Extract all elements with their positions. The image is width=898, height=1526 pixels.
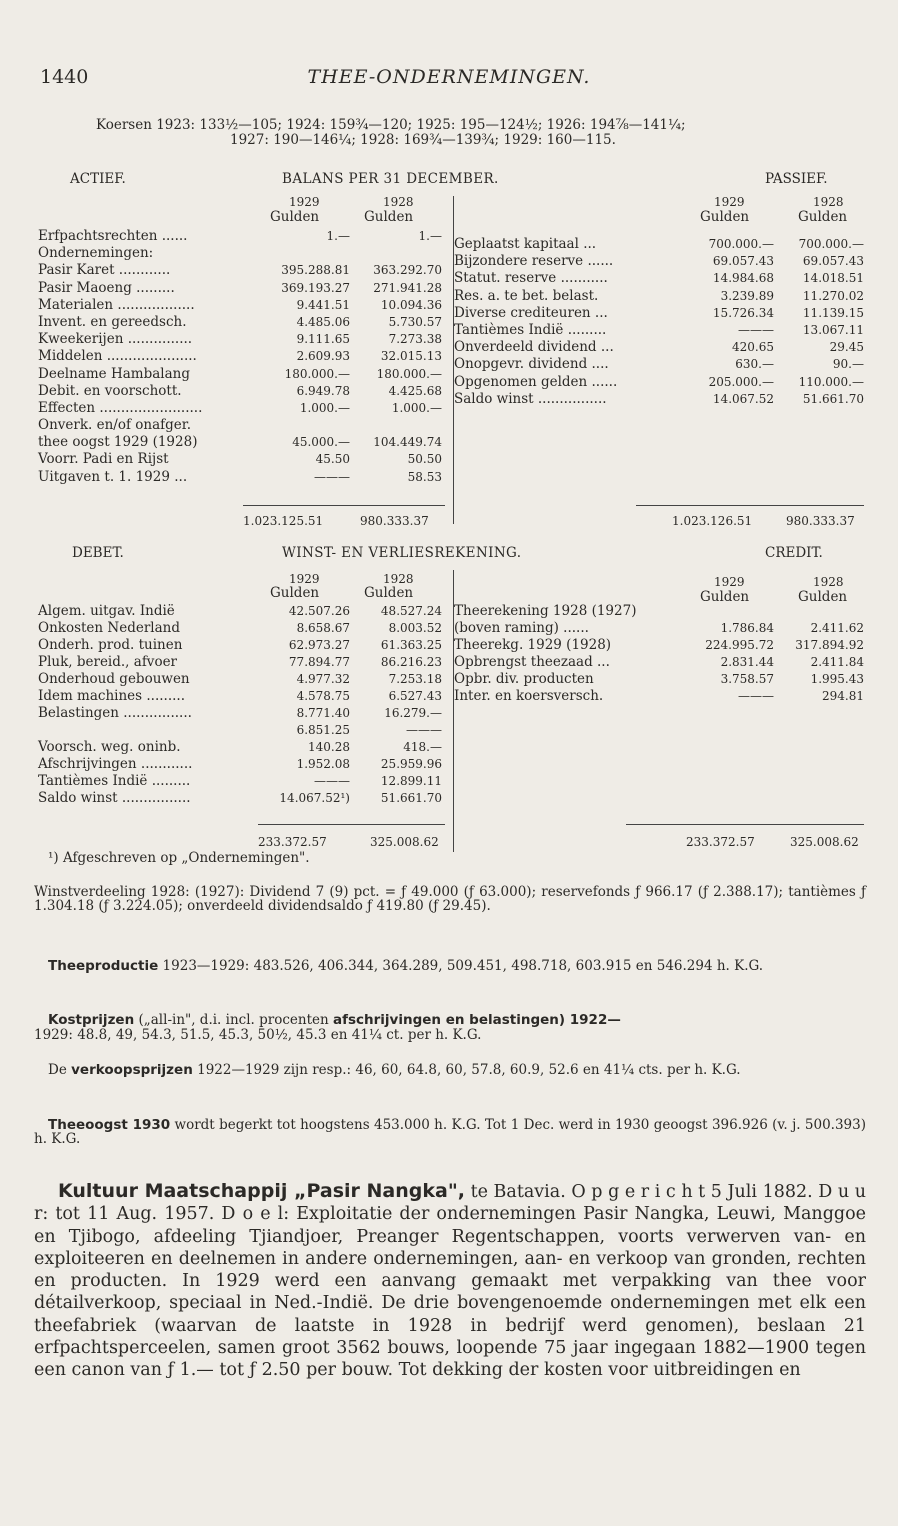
value-1929: 4.485.06 bbox=[296, 314, 350, 329]
table-row bbox=[38, 707, 442, 724]
row-label: Onderh. prod. tuinen bbox=[38, 637, 183, 653]
row-label: Pasir Karet ............ bbox=[38, 262, 171, 279]
row-label: Erfpachtsrechten ...... bbox=[38, 228, 188, 244]
theeoogst-text: wordt begerkt tot hoogstens 453.000 h. K.G. Tot 1 Dec. werd in 1930 geoogst 396.926 (v. j. 500.393) h. K.G. bbox=[34, 1117, 866, 1148]
balans-unit-right-2: Gulden bbox=[798, 209, 848, 225]
verkoopsprijzen-paragraph bbox=[34, 1063, 866, 1077]
value-1928: 2.411.62 bbox=[810, 621, 864, 635]
winst-total-rule-right bbox=[626, 824, 864, 825]
passief-table bbox=[454, 238, 864, 410]
value-1929: 8.658.67 bbox=[296, 621, 350, 635]
winst-total-rule-left bbox=[258, 824, 445, 825]
row-label: Diverse crediteuren ... bbox=[454, 304, 608, 321]
value-1928: 317.894.92 bbox=[795, 638, 864, 652]
row-label: Deelname Hambalang bbox=[38, 365, 190, 382]
balans-unit-left-1: Gulden bbox=[270, 209, 320, 225]
balans-divider bbox=[453, 196, 454, 524]
value-1928: 7.273.38 bbox=[388, 332, 442, 347]
value-1928: 7.253.18 bbox=[388, 672, 442, 686]
kostprijzen-label: Kostprijzen bbox=[48, 1012, 135, 1028]
winst-divider bbox=[453, 570, 454, 852]
value-1929: 45.50 bbox=[315, 452, 350, 467]
passief-heading: PASSIEF. bbox=[765, 171, 828, 187]
value-1929: 6.851.25 bbox=[296, 723, 350, 737]
value-1929: 14.984.68 bbox=[712, 271, 774, 286]
company-name: Kultuur Maatschappij „Pasir Nangka", bbox=[58, 1180, 465, 1202]
value-1929: ——— bbox=[738, 689, 774, 703]
value-1929: 8.771.40 bbox=[296, 706, 350, 720]
table-row bbox=[38, 471, 442, 488]
value-1929: 69.057.43 bbox=[712, 254, 774, 269]
value-1928: ——— bbox=[406, 723, 442, 737]
balans-total-left-1928: 980.333.37 bbox=[360, 514, 429, 528]
row-label: Onverdeeld dividend ... bbox=[454, 339, 614, 356]
value-1929: 62.973.27 bbox=[288, 638, 350, 652]
value-1928 bbox=[350, 247, 442, 264]
koersen-line-1: Koersen 1923: 133½—105; 1924: 159¾—120; 1925: 195—124½; 1926: 194⅞—141¼; bbox=[96, 117, 686, 133]
value-1928: 110.000.— bbox=[798, 374, 864, 389]
row-label: Saldo winst ................ bbox=[454, 390, 607, 407]
value-1929: 9.111.65 bbox=[296, 332, 350, 347]
debet-table bbox=[38, 605, 442, 809]
row-label: Belastingen ................ bbox=[38, 705, 192, 721]
row-label: Geplaatst kapitaal ... bbox=[454, 236, 597, 252]
running-title: THEE-ONDERNEMINGEN. bbox=[307, 66, 591, 88]
value-1929: 1.— bbox=[326, 229, 350, 243]
value-1929: 180.000.— bbox=[284, 366, 350, 381]
verkoop-label: verkoopsprijzen bbox=[71, 1062, 193, 1078]
winst-unit-left-2: Gulden bbox=[364, 585, 414, 601]
balans-total-right-1929: 1.023.126.51 bbox=[672, 514, 753, 528]
row-label: Idem machines ......... bbox=[38, 688, 186, 704]
value-1929: 630.— bbox=[735, 357, 774, 372]
balans-unit-left-2: Gulden bbox=[364, 209, 414, 225]
value-1928: 4.425.68 bbox=[388, 383, 442, 398]
balans-unit-right-1: Gulden bbox=[700, 209, 750, 225]
value-1928: 363.292.70 bbox=[373, 263, 442, 278]
value-1929: 4.578.75 bbox=[296, 689, 350, 703]
kostprijzen-bold: afschrijvingen en belastingen) 1922— bbox=[333, 1012, 621, 1028]
winst-year-1928-left: 1928 bbox=[383, 572, 414, 586]
value-1929: 205.000.— bbox=[708, 374, 774, 389]
value-1928: 700.000.— bbox=[798, 237, 864, 251]
actief-heading: ACTIEF. bbox=[70, 171, 126, 187]
table-row bbox=[38, 264, 442, 281]
winst-total-left-1929: 233.372.57 bbox=[258, 835, 327, 849]
row-label: Bijzondere reserve ...... bbox=[454, 253, 614, 270]
credit-heading: CREDIT. bbox=[765, 545, 823, 561]
value-1928: 90.— bbox=[832, 357, 864, 372]
value-1928: 1.— bbox=[418, 229, 442, 243]
row-label: Pasir Maoeng ......... bbox=[38, 279, 175, 296]
value-1928: 6.527.43 bbox=[388, 689, 442, 703]
page-number: 1440 bbox=[40, 66, 89, 88]
row-label: Tantièmes Indië ......... bbox=[454, 321, 607, 338]
value-1928: 5.730.57 bbox=[388, 314, 442, 329]
value-1928 bbox=[350, 419, 442, 436]
row-label: Materialen .................. bbox=[38, 296, 195, 313]
row-label: Opbr. div. producten bbox=[454, 671, 594, 687]
debet-heading: DEBET. bbox=[72, 545, 124, 561]
table-row bbox=[454, 393, 864, 410]
value-1929: 395.288.81 bbox=[281, 263, 350, 278]
value-1929: 140.28 bbox=[308, 740, 350, 754]
row-label: Res. a. te bet. belast. bbox=[454, 287, 599, 304]
theeproductie-paragraph bbox=[34, 959, 866, 973]
value-1929: 42.507.26 bbox=[288, 604, 350, 618]
theeoogst-paragraph bbox=[34, 1118, 866, 1147]
value-1929: 3.239.89 bbox=[720, 288, 774, 303]
row-label: Uitgaven t. 1. 1929 ... bbox=[38, 468, 188, 485]
row-label: Invent. en gereedsch. bbox=[38, 313, 187, 330]
verkoop-pre: De bbox=[48, 1062, 67, 1078]
winst-year-1928-right: 1928 bbox=[813, 575, 844, 589]
table-row bbox=[38, 792, 442, 809]
verkoop-text: 1922—1929 zijn resp.: 46, 60, 64.8, 60, 57.8, 60.9, 52.6 en 41¼ cts. per h. K.G. bbox=[197, 1062, 741, 1078]
theeoogst-label: Theeoogst 1930 bbox=[48, 1117, 171, 1133]
koersen-line-2: 1927: 190—146¼; 1928: 169¾—139¾; 1929: 160—115. bbox=[230, 132, 616, 148]
row-label: Algem. uitgav. Indië bbox=[38, 603, 175, 619]
value-1929: 15.726.34 bbox=[712, 305, 774, 320]
value-1929: 14.067.52¹) bbox=[279, 791, 350, 805]
value-1928: 29.45 bbox=[829, 340, 864, 355]
value-1928: 50.50 bbox=[407, 452, 442, 467]
value-1929: 700.000.— bbox=[708, 237, 774, 251]
winstverdeeling-paragraph: Winstverdeeling 1928: (1927): Dividend 7 (9) pct. = ƒ 49.000 (ƒ 63.000); reservefonds ƒ 966.17 (ƒ 2.388.17); tantièmes ƒ 1.304.18 (ƒ 3.224.05); onverdeeld dividendsaldo ƒ 419.80 (ƒ 29.45). bbox=[34, 884, 866, 915]
value-1929: 4.977.32 bbox=[296, 672, 350, 686]
balans-total-right-1928: 980.333.37 bbox=[786, 514, 855, 528]
winst-total-right-1928: 325.008.62 bbox=[790, 835, 859, 849]
value-1928: 1.000.— bbox=[391, 400, 442, 415]
kostprijzen-mid: („all-in", d.i. incl. procenten bbox=[138, 1012, 329, 1028]
value-1928: 86.216.23 bbox=[380, 655, 442, 669]
winst-footnote: ¹) Afgeschreven op „Ondernemingen". bbox=[48, 850, 310, 866]
value-1928: 51.661.70 bbox=[802, 391, 864, 406]
kostprijzen-line-2: 1929: 48.8, 49, 54.3, 51.5, 45.3, 50½, 45.3 en 41¼ ct. per h. K.G. bbox=[34, 1027, 482, 1043]
value-1929: ——— bbox=[738, 322, 774, 337]
value-1928: 14.018.51 bbox=[802, 271, 864, 286]
table-row bbox=[38, 350, 442, 367]
row-label: Afschrijvingen ............ bbox=[38, 756, 193, 772]
winst-unit-right-2: Gulden bbox=[798, 589, 848, 605]
value-1928: 48.527.24 bbox=[380, 604, 442, 618]
value-1928: 10.094.36 bbox=[380, 297, 442, 312]
row-label: Ondernemingen: bbox=[38, 245, 154, 262]
value-1929: 1.000.— bbox=[299, 400, 350, 415]
value-1929: 2.609.93 bbox=[296, 349, 350, 364]
value-1928: 2.411.84 bbox=[810, 655, 864, 669]
row-label: Theerekg. 1929 (1928) bbox=[454, 637, 612, 653]
balans-year-1929-right: 1929 bbox=[714, 195, 745, 209]
winst-total-left-1928: 325.008.62 bbox=[370, 835, 439, 849]
row-label: Tantièmes Indië ......... bbox=[38, 773, 191, 789]
value-1929: 6.949.78 bbox=[296, 383, 350, 398]
balans-year-1928-left: 1928 bbox=[383, 195, 414, 209]
value-1928 bbox=[774, 605, 864, 622]
value-1928: 51.661.70 bbox=[380, 791, 442, 805]
table-row bbox=[454, 690, 864, 707]
value-1928: 25.959.96 bbox=[380, 757, 442, 771]
balans-year-1928-right: 1928 bbox=[813, 195, 844, 209]
value-1929: 9.441.51 bbox=[296, 297, 350, 312]
row-label: Kweekerijen ............... bbox=[38, 331, 193, 348]
value-1928: 180.000.— bbox=[376, 366, 442, 381]
value-1929: 369.193.27 bbox=[281, 280, 350, 295]
value-1928: 104.449.74 bbox=[373, 435, 442, 450]
value-1929: 420.65 bbox=[732, 340, 774, 355]
winst-unit-right-1: Gulden bbox=[700, 589, 750, 605]
value-1929 bbox=[252, 419, 350, 436]
row-label: Opbrengst theezaad ... bbox=[454, 654, 610, 670]
value-1928: 294.81 bbox=[822, 689, 864, 703]
value-1929 bbox=[682, 605, 774, 622]
value-1928: 11.139.15 bbox=[802, 305, 864, 320]
value-1929: 45.000.— bbox=[292, 435, 350, 450]
balans-total-left-1929: 1.023.125.51 bbox=[243, 514, 324, 528]
company-text: te Batavia. O p g e r i c h t 5 Juli 1882. D u u r: tot 11 Aug. 1957. D o e l: Exploitatie der ondernemingen Pasir Nangka, Leuwi, Manggoe en Tjibogo, afdeeling Tjiandjoer, Preanger Regentschappen, voorts verwerven van- en exploiteeren en deelnemen in andere ondernemingen, aan- en verkoop van gronden, rechten en producten. In 1929 werd een aanvang gemaakt met verpakking van thee voor détailverkoop, speciaal in Ned.-Indië. De drie bovengenoemde ondernemingen met elk een theefabriek (waarvan de laatste in 1928 in bedrijf werd genomen), beslaan 21 erfpachtsperceelen, samen groot 3562 bouws, loopende 75 jaar ingegaan 1882—1900 tegen een canon van ƒ 1.— tot ƒ 2.50 per bouw. Tot dekking der kosten voor uitbreidingen en bbox=[34, 1182, 866, 1381]
value-1928: 69.057.43 bbox=[802, 254, 864, 269]
value-1929: 3.758.57 bbox=[720, 672, 774, 686]
actief-table bbox=[38, 230, 442, 488]
row-label: Effecten ........................ bbox=[38, 399, 203, 416]
row-label: Saldo winst ................ bbox=[38, 790, 191, 806]
row-label: Debit. en voorschott. bbox=[38, 382, 182, 399]
balans-total-rule-left bbox=[243, 505, 445, 506]
value-1929: 2.831.44 bbox=[720, 655, 774, 669]
winst-year-1929-left: 1929 bbox=[289, 572, 320, 586]
value-1928: 13.067.11 bbox=[802, 322, 864, 337]
table-row bbox=[454, 272, 864, 289]
row-label: Opgenomen gelden ...... bbox=[454, 373, 618, 390]
row-label: Pluk, bereid., afvoer bbox=[38, 654, 178, 670]
row-label: Inter. en koersversch. bbox=[454, 688, 604, 704]
balans-total-rule-right bbox=[636, 505, 864, 506]
value-1929: ——— bbox=[314, 469, 350, 484]
value-1928: 32.015.13 bbox=[380, 349, 442, 364]
theeproductie-label: Theeproductie bbox=[48, 958, 159, 974]
value-1929 bbox=[252, 247, 350, 264]
row-label: Onderhoud gebouwen bbox=[38, 671, 190, 687]
winst-year-1929-right: 1929 bbox=[714, 575, 745, 589]
value-1929: ——— bbox=[314, 774, 350, 788]
row-label: Onopgevr. dividend .... bbox=[454, 356, 609, 373]
row-label: Voorsch. weg. oninb. bbox=[38, 739, 181, 755]
value-1928: 11.270.02 bbox=[802, 288, 864, 303]
row-label: (boven raming) ...... bbox=[454, 620, 589, 636]
value-1929: 1.952.08 bbox=[296, 757, 350, 771]
row-label: Statut. reserve ........... bbox=[454, 270, 608, 287]
balans-year-1929-left: 1929 bbox=[289, 195, 320, 209]
balans-title: BALANS PER 31 DECEMBER. bbox=[282, 171, 499, 187]
row-label: Middelen ..................... bbox=[38, 348, 197, 365]
value-1928: 12.899.11 bbox=[380, 774, 442, 788]
row-label: Theerekening 1928 (1927) bbox=[454, 603, 637, 619]
value-1929: 77.894.77 bbox=[288, 655, 350, 669]
credit-table bbox=[454, 605, 864, 707]
row-label: Voorr. Padi en Rijst bbox=[38, 451, 169, 468]
theeproductie-text: 1923—1929: 483.526, 406.344, 364.289, 509.451, 498.718, 603.915 en 546.294 h. K.G. bbox=[162, 958, 764, 974]
value-1928: 8.003.52 bbox=[388, 621, 442, 635]
winst-unit-left-1: Gulden bbox=[270, 585, 320, 601]
table-row bbox=[454, 358, 864, 375]
value-1929: 1.786.84 bbox=[720, 621, 774, 635]
winst-title: WINST- EN VERLIESREKENING. bbox=[282, 545, 522, 561]
value-1928: 61.363.25 bbox=[380, 638, 442, 652]
row-label: thee oogst 1929 (1928) bbox=[38, 434, 198, 451]
row-label: Onverk. en/of onafger. bbox=[38, 417, 192, 434]
row-label: Onkosten Nederland bbox=[38, 620, 180, 636]
value-1929: 224.995.72 bbox=[705, 638, 774, 652]
value-1928: 1.995.43 bbox=[810, 672, 864, 686]
value-1929: 14.067.52 bbox=[712, 391, 774, 406]
winst-total-right-1929: 233.372.57 bbox=[686, 835, 755, 849]
value-1928: 16.279.— bbox=[384, 706, 442, 720]
value-1928: 418.— bbox=[403, 740, 442, 754]
value-1928: 58.53 bbox=[407, 469, 442, 484]
kostprijzen-line-1 bbox=[48, 1013, 866, 1027]
value-1928: 271.941.28 bbox=[373, 280, 442, 295]
company-paragraph bbox=[34, 1180, 866, 1382]
